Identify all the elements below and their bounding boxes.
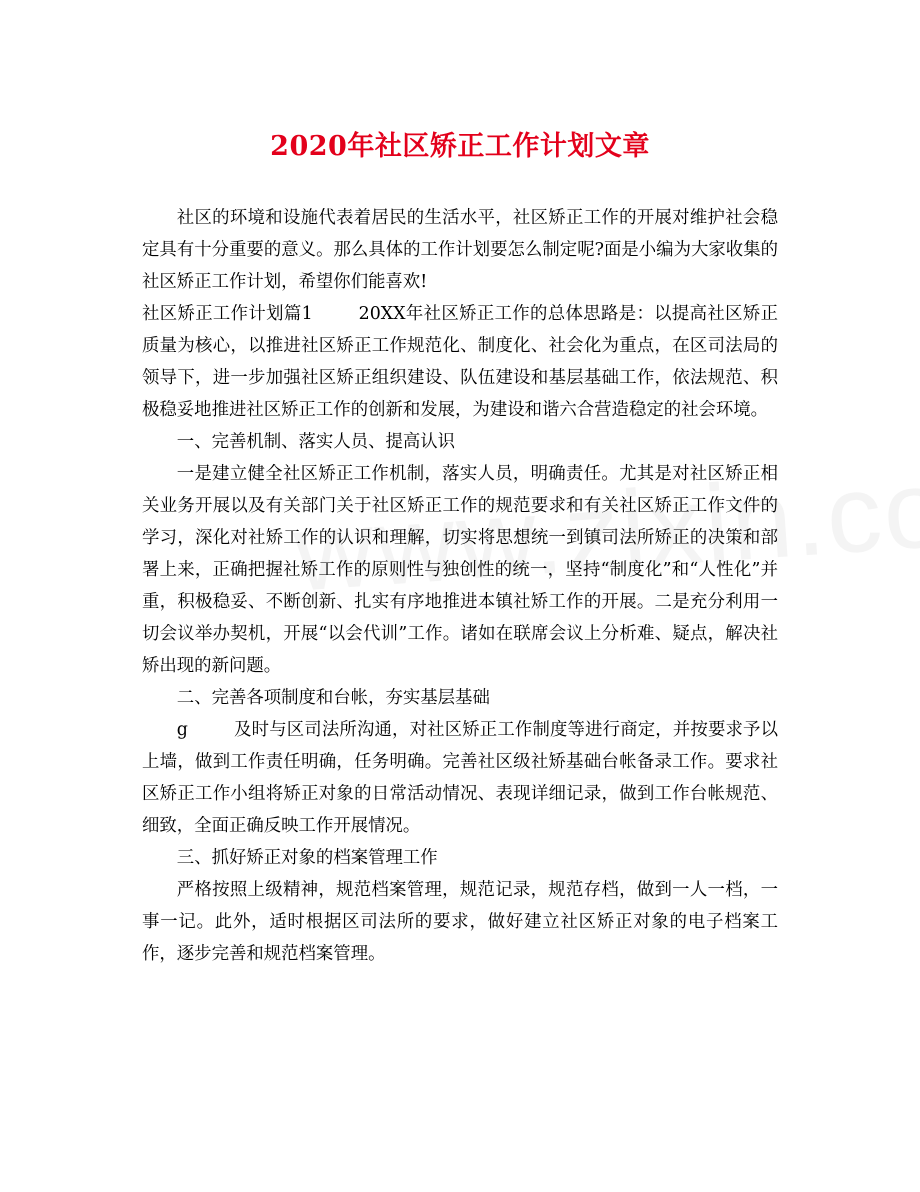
section-2-text: 及时与区司法所沟通，对社区矫正工作制度等进行商定，并按要求予以上墙，做到工作责任明确，任务明确。完善社区级社矫基础台帐备录工作。要求社区矫正工作小组将矫正对象的日常活动情况、表现详细记录，做到工作台帐规范、细致，全面正确反映工作开展情况。 [142,720,778,836]
plan-paragraph [142,298,778,426]
section-2-paragraph [142,714,778,842]
section-heading-1: 一、完善机制、落实人员、提高认识 [176,432,456,452]
plan-label: 社区矫正工作计划篇1 [142,304,313,324]
section-1-paragraph: 一是建立健全社区矫正工作机制，落实人员，明确责任。尤其是对社区矫正相关业务开展以及有关部门关于社区矫正工作的规范要求和有关社区矫正工作文件的学习，深化对社矫工作的认识和理解，切实将思想统一到镇司法所矫正的决策和部署上来，正确把握社矫工作的原则性与独创性的统一，坚持“制度化”和“人性化”并重，积极稳妥、不断创新、扎实有序地推进本镇社矫工作的开展。二是充分利用一切会议举办契机，开展“以会代训”工作。诸如在联席会议上分析难、疑点，解决社矫出现的新问题。 [142,464,778,676]
section-2-marker: g [176,720,188,740]
document-title: 2020年社区矫正工作计划文章 [270,131,650,162]
section-3-paragraph: 严格按照上级精神，规范档案管理，规范记录，规范存档，做到一人一档，一事一记。此外，适时根据区司法所的要求，做好建立社区矫正对象的电子档案工作，逐步完善和规范档案管理。 [142,880,778,964]
intro-paragraph: 社区的环境和设施代表着居民的生活水平，社区矫正工作的开展对维护社会稳定具有十分重要的意义。那么具体的工作计划要怎么制定呢?面是小编为大家收集的社区矫正工作计划，希望你们能喜欢! [142,208,778,292]
document-body [142,202,778,970]
section-heading-3: 三、抓好矫正对象的档案管理工作 [176,848,438,868]
plan-text: 20XX年社区矫正工作的总体思路是：以提高社区矫正质量为核心，以推进社区矫正工作规范化、制度化、社会化为重点，在区司法局的领导下，进一步加强社区矫正组织建设、队伍建设和基层基础工作，依法规范、积极稳妥地推进社区矫正工作的创新和发展，为建设和谐六合营造稳定的社会环境。 [142,304,778,420]
section-heading-2: 二、完善各项制度和台帐，夯实基层基础 [176,688,490,708]
